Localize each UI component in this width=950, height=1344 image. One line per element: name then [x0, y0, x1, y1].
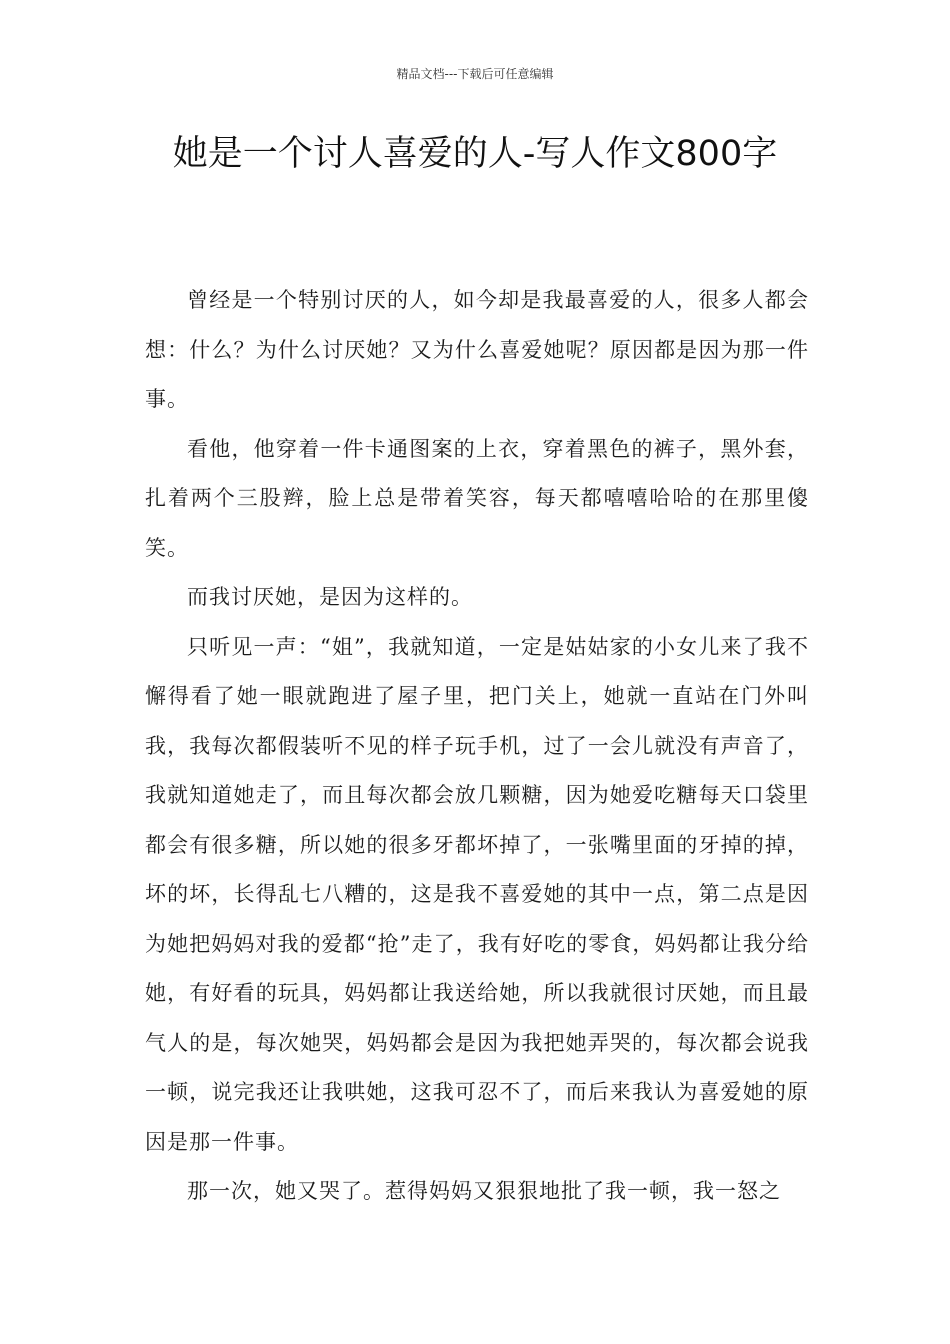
page-header: 精品文档---下载后可任意编辑	[396, 67, 554, 81]
paragraph: 只听见一声：“姐”，我就知道，一定是姑姑家的小女儿来了我不懈得看了她一眼就跑进了屋子里，把门关上，她就一直站在门外叫我，我每次都假装听不见的样子玩手机，过了一会儿就没有声音了，我就知道她走了，而且每次都会放几颗糖，因为她爱吃糖每天口袋里都会有很多糖，所以她的很多牙都坏掉了，一张嘴里面的牙掉的掉，坏的坏，长得乱七八糟的，这是我不喜爱她的其中一点，第二点是因为她把妈妈对我的爱都“抢”走了，我有好吃的零食，妈妈都让我分给她，有好看的玩具，妈妈都让我送给她，所以我就很讨厌她，而且最气人的是，每次她哭，妈妈都会是因为我把她弄哭的，每次都会说我一顿，说完我还让我哄她，这我可忍不了，而后来我认为喜爱她的原因是那一件事。	[145, 634, 809, 1154]
paragraph: 曾经是一个特别讨厌的人，如今却是我最喜爱的人，很多人都会想：什么？为什么讨厌她？又为什么喜爱她呢？原因都是因为那一件事。	[145, 288, 809, 411]
document-body	[145, 276, 809, 1217]
paragraph: 那一次，她又哭了。惹得妈妈又狠狠地批了我一顿，我一怒之	[187, 1179, 781, 1203]
document-title: 她是一个讨人喜爱的人-写人作文800字	[172, 134, 778, 174]
paragraph: 看他，他穿着一件卡通图案的上衣，穿着黑色的裤子，黑外套，扎着两个三股辫，脸上总是带着笑容，每天都嘻嘻哈哈的在那里傻笑。	[145, 436, 809, 560]
paragraph: 而我讨厌她，是因为这样的。	[187, 585, 473, 609]
